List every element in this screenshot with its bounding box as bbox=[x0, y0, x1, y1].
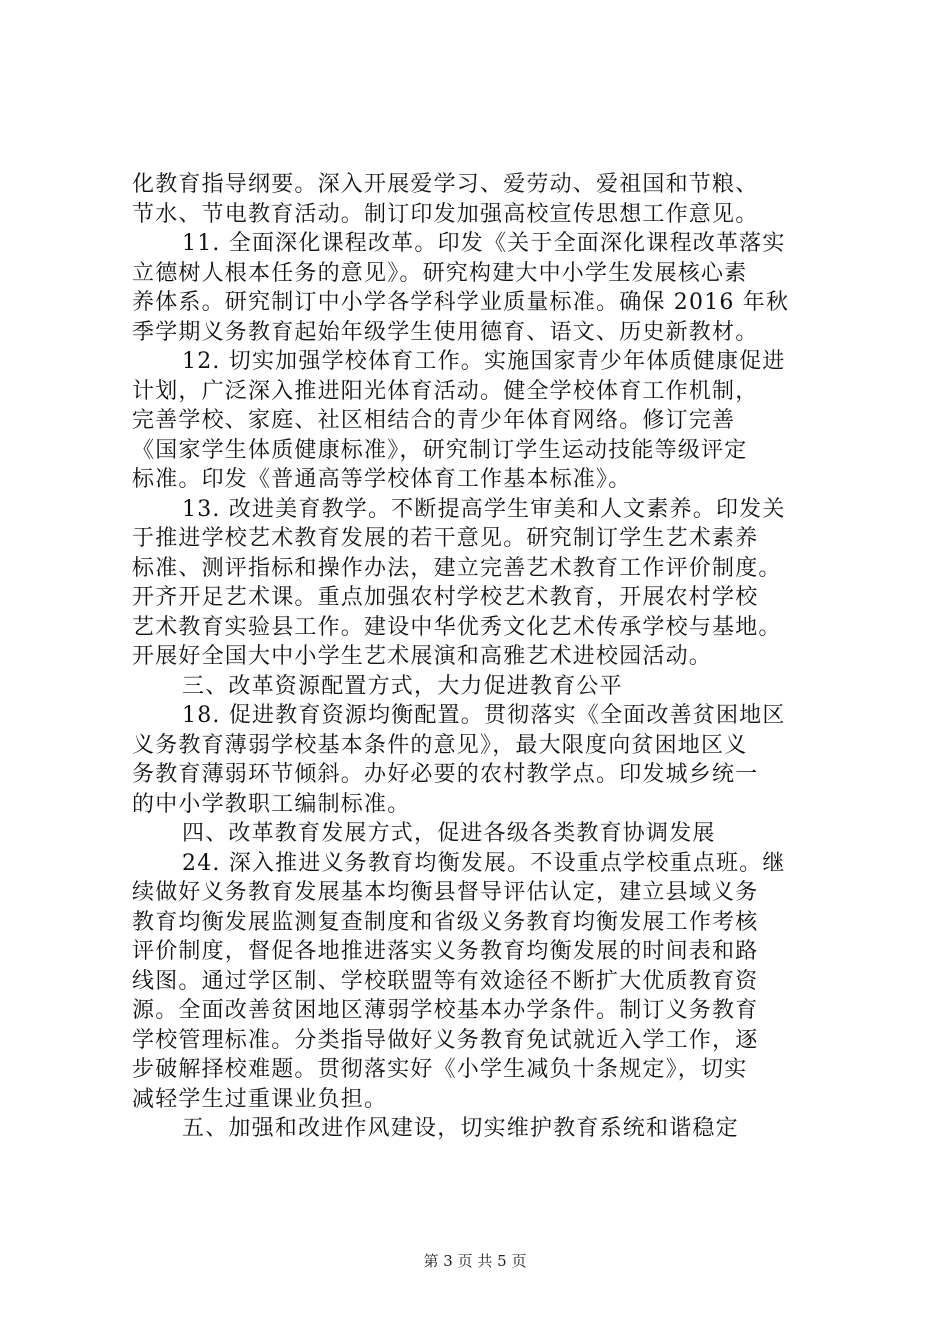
text-line: 节水、节电教育活动。制订印发加强高校宣传思想工作意见。 bbox=[132, 201, 759, 227]
section-heading-4: 四、改革教育发展方式，促进各级各类教育协调发展 bbox=[182, 821, 716, 846]
text-line: 标准。印发《普通高等学校体育工作基本标准》。 bbox=[132, 467, 632, 492]
text-line: 评价制度，督促各地推进落实义务教育均衡发展的时间表和路 bbox=[132, 939, 759, 964]
text-line: 化教育指导纲要。深入开展爱学习、爱劳动、爱祖国和节粮、 bbox=[132, 172, 759, 197]
text-line: 于推进学校艺术教育发展的若干意见。研究制订学生艺术素养 bbox=[132, 526, 759, 551]
paragraph-start-13: 13. 改进美育教学。不断提高学生审美和人文素养。印发关 bbox=[182, 496, 786, 522]
text-line: 立德树人根本任务的意见》。研究构建大中小学生发展核心素 bbox=[132, 260, 748, 286]
text-line: 《国家学生体质健康标准》，研究制订学生运动技能等级评定 bbox=[132, 437, 748, 463]
paragraph-start-24: 24. 深入推进义务教育均衡发展。不设重点学校重点班。继 bbox=[182, 850, 786, 876]
text-line: 标准、测评指标和操作办法，建立完善艺术教育工作评价制度。 bbox=[132, 555, 782, 581]
text-line: 源。全面改善贫困地区薄弱学校基本办学条件。制订义务教育 bbox=[132, 998, 759, 1023]
text-line: 义务教育薄弱学校基本条件的意见》，最大限度向贫困地区义 bbox=[132, 732, 748, 758]
text-line: 计划，广泛深入推进阳光体育活动。健全学校体育工作机制， bbox=[132, 378, 759, 404]
text-line: 续做好义务教育发展基本均衡县督导评估认定，建立县域义务 bbox=[132, 880, 759, 905]
page-footer: 第 3 页 共 5 页 bbox=[423, 1252, 527, 1270]
text-line: 步破解择校难题。贯彻落实好《小学生减负十条规定》，切实 bbox=[132, 1057, 748, 1082]
text-line: 教育均衡发展监测复查制度和省级义务教育均衡发展工作考核 bbox=[132, 909, 759, 935]
paragraph-start-18: 18. 促进教育资源均衡配置。贯彻落实《全面改善贫困地区 bbox=[182, 703, 786, 728]
text-line: 艺术教育实验县工作。建设中华优秀文化艺术传承学校与基地。 bbox=[132, 614, 782, 640]
text-line: 开齐开足艺术课。重点加强农村学校艺术教育，开展农村学校 bbox=[132, 585, 759, 610]
text-line: 的中小学教职工编制标准。 bbox=[132, 791, 411, 817]
text-line: 季学期义务教育起始年级学生使用德育、语文、历史新教材。 bbox=[132, 319, 759, 345]
section-heading-5: 五、加强和改进作风建设，切实维护教育系统和谐稳定 bbox=[182, 1116, 739, 1141]
text-line: 务教育薄弱环节倾斜。办好必要的农村教学点。印发城乡统一 bbox=[132, 762, 759, 787]
section-heading-3: 三、改革资源配置方式，大力促进教育公平 bbox=[182, 673, 623, 699]
paragraph-start-12: 12. 切实加强学校体育工作。实施国家青少年体质健康促进 bbox=[182, 349, 786, 374]
text-line: 开展好全国大中小学生艺术展演和高雅艺术进校园活动。 bbox=[132, 644, 713, 669]
text-line: 完善学校、家庭、社区相结合的青少年体育网络。修订完善 bbox=[132, 408, 736, 433]
text-line: 线图。通过学区制、学校联盟等有效途径不断扩大优质教育资 bbox=[132, 968, 759, 994]
text-line: 养体系。研究制订中小学各学科学业质量标准。确保 2016 年秋 bbox=[132, 290, 790, 315]
text-line: 减轻学生过重课业负担。 bbox=[132, 1086, 388, 1112]
text-line: 学校管理标准。分类指导做好义务教育免试就近入学工作，逐 bbox=[132, 1027, 759, 1053]
paragraph-start-11: 11. 全面深化课程改革。印发《关于全面深化课程改革落实 bbox=[182, 231, 786, 256]
